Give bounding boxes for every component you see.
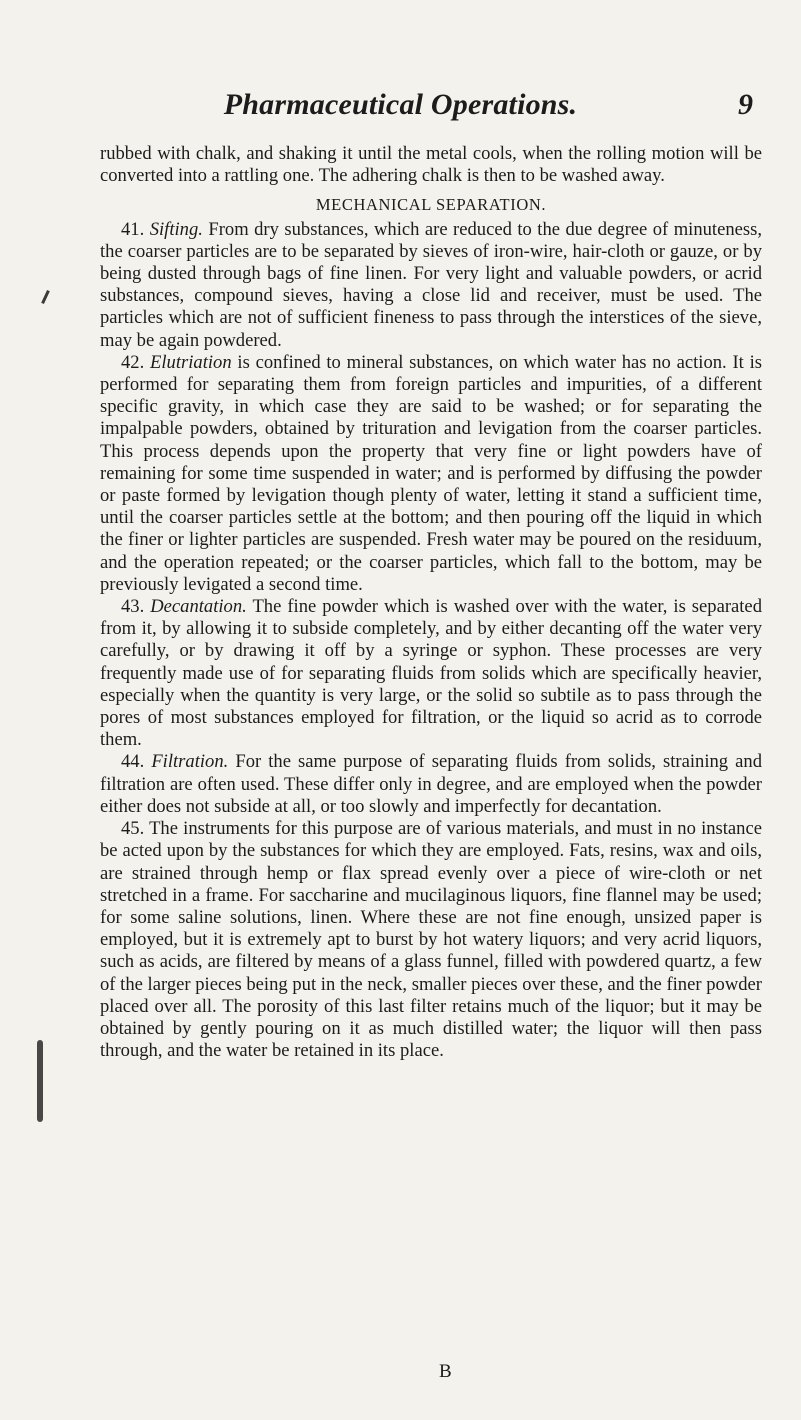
paragraph-44 [100,751,762,818]
margin-mark [41,290,50,304]
page-number: 9 [738,88,753,121]
paragraph-term: Sifting. [149,218,203,240]
paragraph-41 [100,219,762,352]
section-heading: MECHANICAL SEPARATION. [315,195,547,215]
margin-ink-bar [37,1040,43,1122]
paragraph-45 [100,818,762,1062]
paragraph-number: 45. [121,818,145,840]
paragraph-number: 41. [121,218,145,240]
paragraph-42 [100,352,762,596]
paragraph-number: 42. [121,351,145,373]
paragraph-text: The fine powder which is washed over with the water, is separated from it, by allowing it to subside completely, and by either decanting off the water very carefully, or by drawing it off by a syringe or syphon. These processes are very frequently made use of for separating fluids from solids which are specifically heavier, especially when the quantity is very large, or the solid so subtile as to pass through the pores of most substances employed for filtration, or the liquid so acrid as to corrode them. [100,596,762,751]
paragraph-number: 44. [121,751,145,773]
paragraph-text: From dry substances, which are reduced to the due degree of minuteness, the coarser particles are to be separated by sieves of iron-wire, hair-cloth or gauze, or by being dusted through bags of fine linen. For very light and valuable powders, or acrid substances, compound sieves, having a close lid and receiver, must be used. The particles which are not of sufficient fineness to pass through the interstices of the sieve, may be again powdered. [100,218,763,351]
paragraph-term: Filtration. [151,751,229,773]
paragraph-text: is confined to mineral substances, on which water has no action. It is performed for separating them from foreign particles and impurities, of a different specific gravity, in which case they are said to be washed; or for separating the impalpable powders, obtained by trituration and levigation from the coarser particles. This process depends upon the property that very fine or light powders have of remaining for some time suspended in water; and is performed by diffusing the powder or paste formed by levigation though plenty of water, letting it stand a sufficient time, until the coarser particles settle at the bottom; and then pouring off the liquid in which the finer or lighter particles are suspended. Fresh water may be poured on the residuum, and the operation repeated; or the coarser particles, which fall to the bottom, may be previously levigated a second time. [100,351,762,595]
paragraph-term: Elutriation [150,351,232,373]
signature-mark: B [439,1361,452,1382]
intro-paragraph: rubbed with chalk, and shaking it until the metal cools, when the rolling motion will be converted into a rattling one. The adhering chalk is then to be washed away. [100,143,762,187]
page-header [0,88,801,128]
paragraph-43 [100,596,762,751]
paragraph-number: 43. [121,596,145,618]
paragraph-term: Decantation. [150,596,247,618]
running-title: Pharmaceutical Operations. [223,88,578,121]
page-body [100,143,762,1062]
paragraph-text: The instruments for this purpose are of various materials, and must in no instance be acted upon by the substances for which they are employed. Fats, resins, wax and oils, are strained through hemp or flax spread evenly over a piece of wire-cloth or net stretched in a frame. For saccharine and mucilaginous liquors, fine flannel may be used; for some saline solutions, linen. Where these are not fine enough, unsized paper is employed, but it is extremely apt to burst by hot watery liquors; and very acrid liquors, such as acids, are filtered by means of a glass funnel, filled with powdered quartz, a few of the larger pieces being put in the neck, smaller pieces over these, and the finer powder placed over all. The porosity of this last filter retains much of the liquor; but it may be obtained by gently pouring on it as much distilled water; the liquor will then pass through, and the water be retained in its place. [100,818,762,1062]
paragraph-text: For the same purpose of separating fluids from solids, straining and filtration are often used. These differ only in degree, and are employed when the powder either does not subside at all, or too slowly and imperfectly for decantation. [100,751,762,817]
